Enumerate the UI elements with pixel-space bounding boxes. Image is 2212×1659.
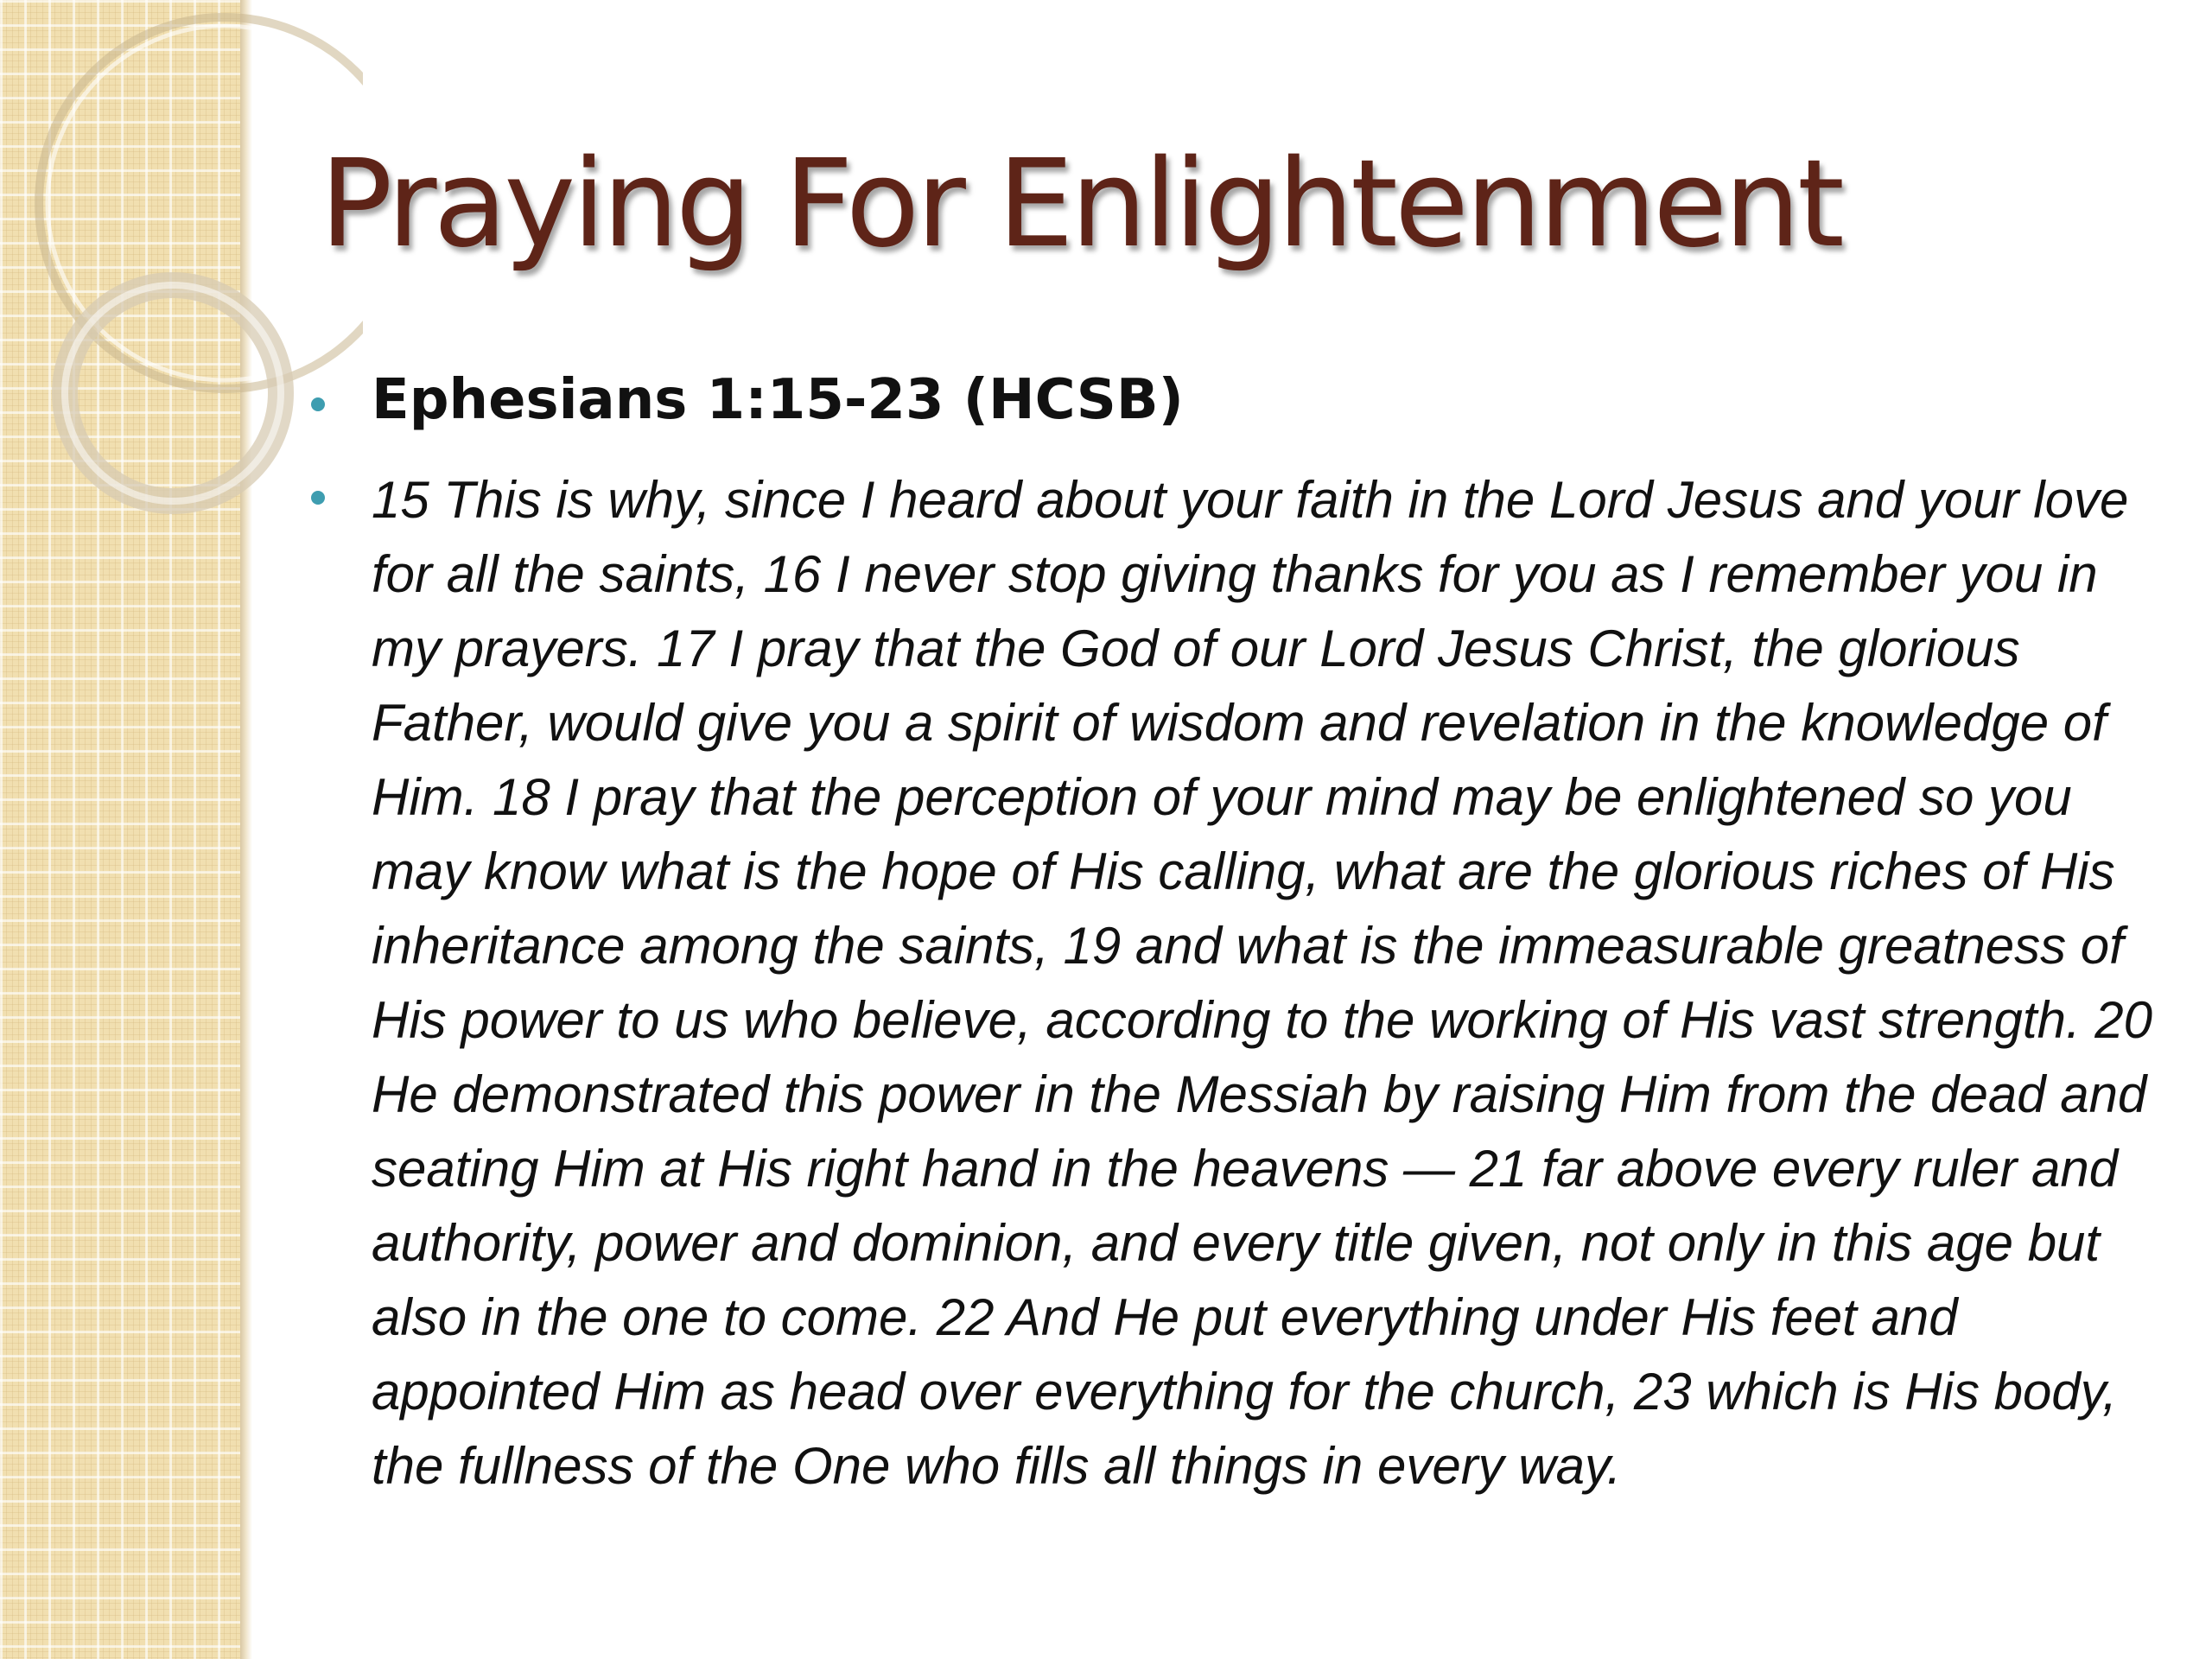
bullet-dot xyxy=(311,397,325,411)
bullet-dot xyxy=(311,491,325,505)
slide-title: Praying For Enlightenment xyxy=(320,134,1841,275)
scripture-passage: 15 This is why, since I heard about your faith in the Lord Jesus and your love for all the saints, 16 I never stop giving thanks for you as I remember you in my prayers. 17 I pray that the God of our Lord Jesus Christ, the glorious Father, would give you a spirit of wisdom and revelation in the knowledge of Him. 18 I pray that the perception of your mind may be enlightened so you may know what is the hope of His calling, what are the glorious riches of His inheritance among the saints, 19 and what is the immeasurable greatness of His power to us who believe, according to the working of His vast strength. 20 He demonstrated this power in the Messiah by raising Him from the dead and seating Him at His right hand in the heavens — 21 far above every ruler and authority, power and dominion, and every title given, not only in this age but also in the one to come. 22 And He put everything under His feet and appointed Him as head over everything for the church, 23 which is His body, the fullness of the One who fills all things in every way. xyxy=(372,471,2153,1495)
scripture-reference: Ephesians 1:15-23 (HCSB) xyxy=(372,368,1184,432)
decorative-rings xyxy=(0,0,363,605)
